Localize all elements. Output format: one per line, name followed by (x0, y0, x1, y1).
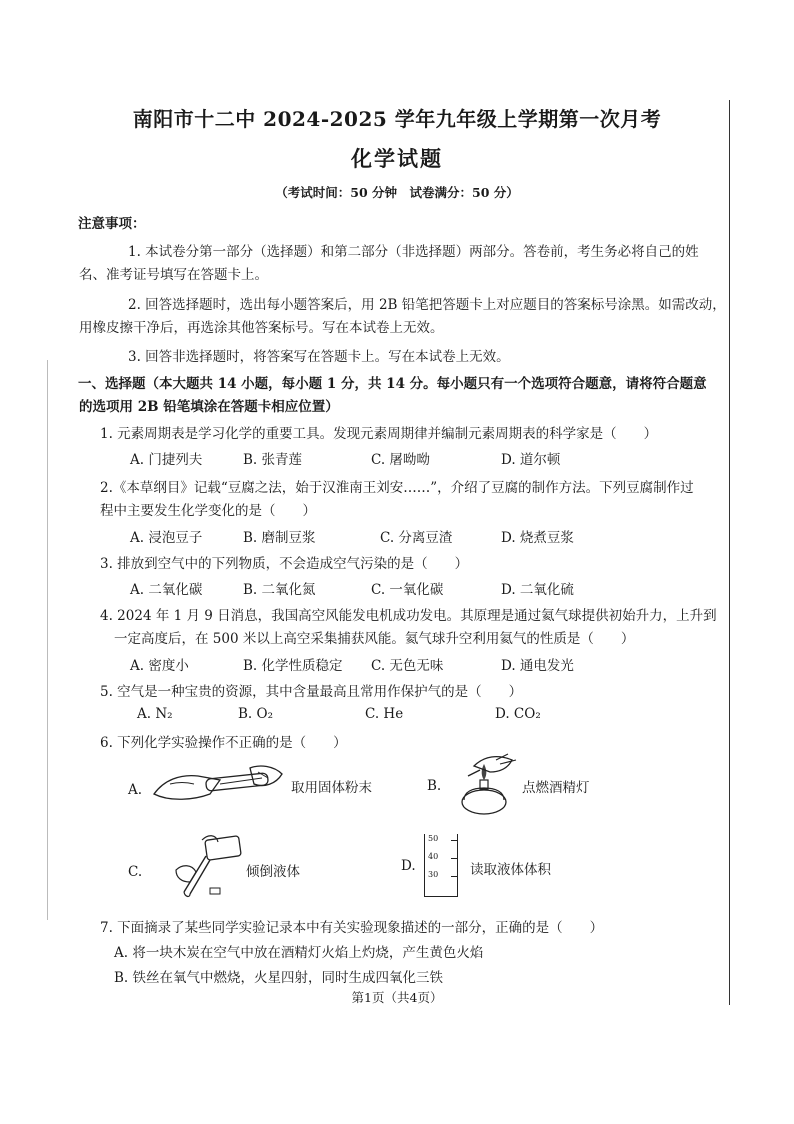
q6-figure-a-caption: 取用固体粉末 (291, 780, 372, 796)
question-5-stem: 5. 空气是一种宝贵的资源，其中含量最高且常用作保护气的是（ ） (100, 684, 523, 700)
q3-option-d: D. 二氧化硫 (501, 582, 574, 598)
q4-option-a: A. 密度小 (130, 658, 189, 674)
q6-figure-d-caption: 读取液体体积 (470, 862, 551, 878)
q1-option-a: A. 门捷列夫 (130, 452, 203, 468)
q6-figure-c-letter: C. (128, 864, 143, 880)
question-4-stem-1: 4. 2024 年 1 月 9 日消息，我国高空风能发电机成功发电。其原理是通过氦气球提供初始升力，上升到 (100, 608, 717, 624)
question-3-stem: 3. 排放到空气中的下列物质，不会造成空气污染的是（ ） (100, 556, 469, 572)
q5-option-b: B. O₂ (238, 706, 273, 722)
note-line-2: 名、准考证号填写在答题卡上。 (79, 267, 268, 283)
cylinder-mark-50: 50 (428, 834, 439, 843)
q2-option-d: D. 烧煮豆浆 (501, 530, 574, 546)
q4-option-d: D. 通电发光 (501, 658, 574, 674)
subject-title: 化学试题 (351, 146, 443, 171)
q5-option-a: A. N₂ (137, 706, 173, 722)
q3-option-a: A. 二氧化碳 (130, 582, 203, 598)
question-2-stem-2: 程中主要发生化学变化的是（ ） (100, 503, 316, 519)
margin-line (47, 360, 48, 920)
q1-option-d: D. 道尔顿 (501, 452, 561, 468)
q6-figure-b-letter: B. (427, 778, 442, 794)
q5-option-c: C. He (365, 706, 404, 722)
alcohol-lamp-illustration (450, 750, 522, 820)
section-heading-1: 一、选择题（本大题共 14 小题，每小题 1 分，共 14 分。每小题只有一个选项符合题意，请将符合题意 (78, 376, 707, 392)
question-4-stem-2: 一定高度后，在 500 米以上高空采集捕获风能。氦气球升空利用氦气的性质是（ ） (114, 631, 635, 647)
cylinder-mark-30: 30 (428, 870, 439, 879)
cylinder-mark-40: 40 (428, 852, 439, 861)
q4-option-c: C. 无色无味 (371, 658, 444, 674)
note-line-5: 3. 回答非选择题时，将答案写在答题卡上。写在本试卷上无效。 (128, 349, 510, 365)
q3-option-c: C. 一氧化碳 (371, 582, 444, 598)
note-line-4: 用橡皮擦干净后，再选涂其他答案标号。写在本试卷上无效。 (79, 320, 444, 336)
q1-option-b: B. 张青莲 (243, 452, 303, 468)
question-1-stem: 1. 元素周期表是学习化学的重要工具。发现元素周期律并编制元素周期表的科学家是（ ） (100, 426, 658, 442)
question-6-stem: 6. 下列化学实验操作不正确的是（ ） (100, 735, 347, 751)
q7-option-a: A. 将一块木炭在空气中放在酒精灯火焰上灼烧，产生黄色火焰 (114, 945, 484, 961)
q2-option-a: A. 浸泡豆子 (130, 530, 203, 546)
q2-option-b: B. 磨制豆浆 (243, 530, 316, 546)
section-heading-2: 的选项用 2B 铅笔填涂在答题卡相应位置） (79, 399, 339, 415)
q3-option-b: B. 二氧化氮 (243, 582, 316, 598)
question-2-stem-1: 2.《本草纲目》记载“豆腐之法，始于汉淮南王刘安……”，介绍了豆腐的制作方法。下列豆腐制作过 (100, 480, 694, 496)
q6-figure-b-caption: 点燃酒精灯 (522, 780, 590, 796)
pour-liquid-illustration (172, 830, 246, 900)
exam-info: （考试时间：50 分钟 试卷满分：50 分） (275, 185, 519, 200)
notes-heading: 注意事项： (78, 216, 146, 232)
q6-figure-c-caption: 倾倒液体 (246, 864, 300, 880)
binding-line (729, 100, 730, 1005)
powder-sampling-illustration (150, 758, 290, 808)
question-7-stem: 7. 下面摘录了某些同学实验记录本中有关实验现象描述的一部分，正确的是（ ） (100, 920, 604, 936)
cylinder-tick (451, 858, 457, 859)
q2-option-c: C. 分离豆渣 (380, 530, 453, 546)
q4-option-b: B. 化学性质稳定 (243, 658, 343, 674)
cylinder-tick (451, 876, 457, 877)
q6-figure-d-letter: D. (401, 858, 416, 874)
note-line-1: 1. 本试卷分第一部分（选择题）和第二部分（非选择题）两部分。答卷前，考生务必将自己的姓 (128, 244, 699, 260)
q6-figure-a-letter: A. (128, 782, 143, 798)
q7-option-b: B. 铁丝在氧气中燃烧，火星四射，同时生成四氧化三铁 (114, 970, 444, 986)
q5-option-d: D. CO₂ (495, 706, 541, 722)
q1-option-c: C. 屠呦呦 (371, 452, 430, 468)
cylinder-tick (451, 840, 457, 841)
graduated-cylinder-illustration (424, 834, 458, 897)
note-line-3: 2. 回答选择题时，选出每小题答案后，用 2B 铅笔把答题卡上对应题目的答案标号涂黑。如需改动， (128, 297, 726, 313)
exam-title: 南阳市十二中 2024-2025 学年九年级上学期第一次月考 (132, 107, 662, 131)
page-number: 第1页（共4页） (351, 990, 443, 1005)
